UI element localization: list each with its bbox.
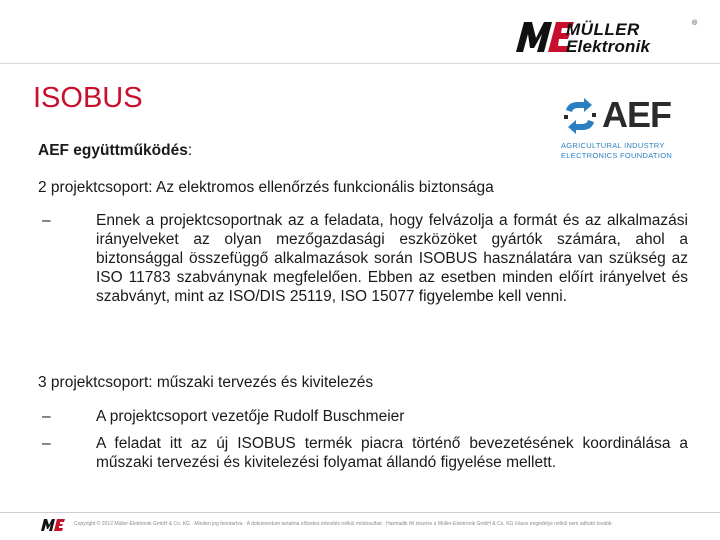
project-group-3-title: 3 projektcsoport: műszaki tervezés és kivitelezés <box>38 374 374 391</box>
list-item-text: A projektcsoport vezetője Rudolf Buschmeier <box>96 408 405 425</box>
list-item-text: Ennek a projektcsoportnak az a feladata, hogy felvázolja a formát és az alkalmazási irányelveket az olyan mezőgazdasági eszközöket gyártók számára, ahol a biztonsággal összefüggő alkalmazások során ISOBUS használatára van szükség az ISO 11783 szabványnak megfelelően. Ebben az esetben minden előírt irányelvet és szabványt, mint az ISO/DIS 25119, ISO 15077 figyelembe kell venni. <box>96 212 688 305</box>
section-heading-colon: : <box>187 142 193 159</box>
logo-registered-mark: ® <box>692 20 698 27</box>
aef-subtitle-line-2: ELECTRONICS FOUNDATION <box>561 151 673 160</box>
footer-divider <box>0 512 720 513</box>
logo-text-top: MÜLLER <box>566 20 640 39</box>
muller-elektronik-logo <box>514 12 704 58</box>
section-heading-bold: AEF együttműködés <box>38 142 188 159</box>
aef-arrows-icon <box>560 96 600 136</box>
aef-wordmark: AEF <box>602 94 671 135</box>
dash-bullet: – <box>42 408 51 425</box>
dash-bullet: – <box>42 435 51 452</box>
footer-me-logo-icon <box>40 518 66 532</box>
aef-logo <box>558 94 684 168</box>
header-divider <box>0 63 720 64</box>
list-item-text: A feladat itt az új ISOBUS termék piacra történő bevezetésének koordinálása a műszaki tervezési és kivitelezési folyamat állandó figyelése mellett. <box>96 435 688 471</box>
dash-bullet: – <box>42 212 51 229</box>
aef-subtitle-line-1: AGRICULTURAL INDUSTRY <box>561 141 665 150</box>
project-group-2-title: 2 projektcsoport: Az elektromos ellenőrzés funkcionális biztonsága <box>38 179 494 196</box>
section-heading <box>38 141 192 160</box>
logo-text-bottom: Elektronik <box>566 37 651 56</box>
footer-copyright: Copyright © 2012 Müller-Elektronik GmbH & Co. KG · Minden jog fenntartva · A dokumentum tartalma előzetes értesítés nélkül módosulhat · Harmadik fél részére a Müller-Elektronik GmbH & Co. KG írásos engedélye nélkül nem adható tovább <box>74 521 612 527</box>
page-title: ISOBUS <box>33 82 143 114</box>
